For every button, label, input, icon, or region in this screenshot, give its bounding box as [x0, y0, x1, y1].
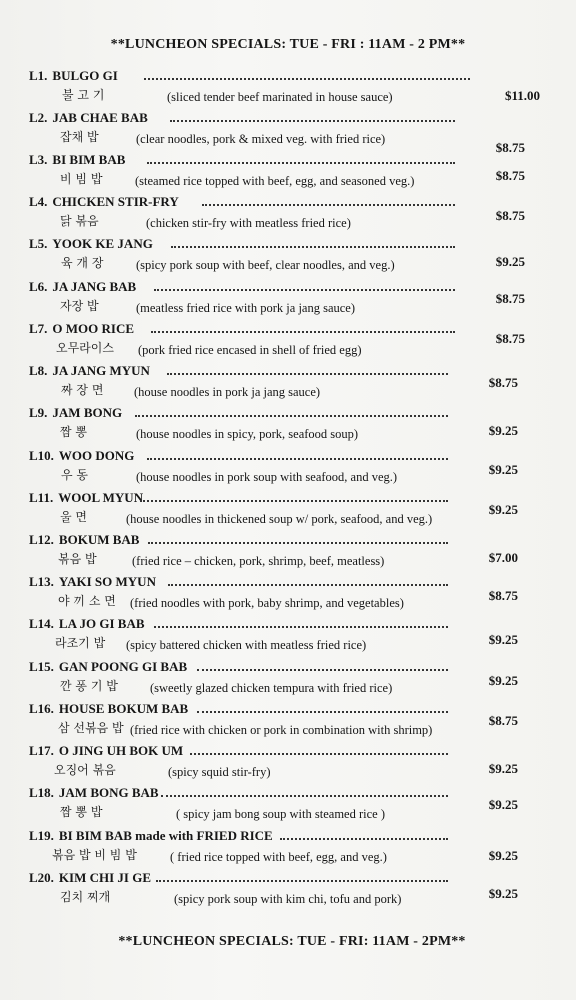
item-price: $9.25 — [488, 462, 518, 477]
item-description: (house noodles in thickened soup w/ pork, seafood, and veg.) — [126, 512, 433, 526]
item-name — [29, 702, 188, 716]
dot-leader — [156, 880, 448, 882]
item-description: (spicy pork soup with beef, clear noodles, and veg.) — [136, 258, 395, 272]
item-title: HOUSE BOKUM BAB — [58, 701, 189, 716]
item-title: BI BIM BAB — [52, 152, 126, 167]
menu-item — [0, 237, 576, 279]
item-korean-name: 오징어 볶음 — [54, 763, 116, 777]
item-name — [29, 111, 148, 125]
menu-item — [0, 111, 576, 153]
item-title: LA JO GI BAB — [58, 616, 145, 631]
item-price: $8.75 — [495, 331, 525, 346]
item-number: L13. — [29, 574, 54, 589]
item-title: KIM CHI JI GE — [58, 870, 152, 885]
item-description: (spicy squid stir-fry) — [168, 765, 271, 779]
dot-leader — [197, 669, 448, 671]
menu-item — [0, 322, 576, 364]
menu-footer: **LUNCHEON SPECIALS: TUE - FRI: 11AM - 2PM** — [118, 934, 466, 949]
item-price: $8.75 — [495, 168, 525, 183]
item-korean-name: 짬 뽕 밥 — [60, 805, 103, 819]
item-price: $9.25 — [488, 886, 518, 901]
item-title: JAB CHAE BAB — [52, 110, 148, 125]
item-title: YAKI SO MYUN — [58, 574, 156, 589]
item-korean-name: 삼 선볶음 밥 — [58, 721, 124, 735]
dot-leader — [171, 246, 455, 248]
item-description: (sliced tender beef marinated in house sauce) — [167, 90, 393, 104]
item-price: $9.25 — [488, 673, 518, 688]
item-number: L15. — [29, 659, 54, 674]
menu-item — [0, 702, 576, 744]
item-korean-name: 오무라이스 — [56, 341, 114, 355]
item-number: L5. — [29, 236, 48, 251]
item-description: (pork fried rice encased in shell of fried egg) — [138, 343, 362, 357]
item-korean-name: 비 빔 밥 — [60, 172, 103, 186]
dot-leader — [161, 795, 448, 797]
item-number: L14. — [29, 616, 54, 631]
item-name — [29, 786, 159, 800]
item-title: CHICKEN STIR-FRY — [52, 194, 179, 209]
item-title: BI BIM BAB made with FRIED RICE — [58, 828, 273, 843]
item-name — [29, 660, 187, 674]
dot-leader — [154, 289, 455, 291]
item-title: O JING UH BOK UM — [58, 743, 184, 758]
item-title: JAM BONG — [52, 405, 123, 420]
item-name — [29, 533, 139, 547]
item-price: $9.25 — [488, 632, 518, 647]
item-price: $8.75 — [488, 375, 518, 390]
item-description: (meatless fried rice with pork ja jang sauce) — [136, 301, 356, 315]
item-description: (fried noodles with pork, baby shrimp, and vegetables) — [130, 596, 404, 610]
item-description: ( fried rice topped with beef, egg, and veg.) — [170, 850, 387, 864]
item-name — [29, 617, 145, 631]
item-description: (house noodles in pork ja jang sauce) — [134, 385, 321, 399]
item-price: $9.25 — [488, 797, 518, 812]
item-korean-name: 울 면 — [60, 510, 87, 524]
dot-leader — [167, 373, 448, 375]
item-name — [29, 153, 125, 167]
item-title: JA JANG MYUN — [52, 363, 150, 378]
item-korean-name: 우 동 — [61, 468, 88, 482]
item-korean-name: 라조기 밥 — [55, 636, 106, 650]
item-name — [29, 449, 134, 463]
menu-item — [0, 786, 576, 828]
item-title: GAN POONG GI BAB — [58, 659, 188, 674]
menu-item — [0, 364, 576, 406]
item-description: (spicy pork soup with kim chi, tofu and pork) — [174, 892, 402, 906]
item-title: O MOO RICE — [52, 321, 135, 336]
menu-item — [0, 491, 576, 533]
item-number: L2. — [29, 110, 48, 125]
item-price: $8.75 — [488, 588, 518, 603]
dot-leader — [170, 120, 455, 122]
dot-leader — [190, 753, 448, 755]
item-number: L4. — [29, 194, 48, 209]
item-number: L3. — [29, 152, 48, 167]
dot-leader — [280, 838, 448, 840]
item-price: $8.75 — [495, 208, 525, 223]
item-number: L1. — [29, 68, 48, 83]
dot-leader — [135, 415, 448, 417]
dot-leader — [140, 500, 448, 502]
menu-item — [0, 871, 576, 913]
menu-item — [0, 617, 576, 659]
menu-item — [0, 153, 576, 195]
dot-leader — [147, 162, 455, 164]
dot-leader — [151, 331, 455, 333]
dot-leader — [154, 626, 448, 628]
item-name — [29, 575, 156, 589]
item-name — [29, 237, 153, 251]
item-name — [29, 491, 143, 505]
item-description: (sweetly glazed chicken tempura with fried rice) — [150, 681, 393, 695]
item-korean-name: 깐 퐁 기 밥 — [60, 679, 118, 693]
item-name — [29, 195, 179, 209]
item-price: $9.25 — [488, 502, 518, 517]
item-number: L7. — [29, 321, 48, 336]
item-korean-name: 닭 볶음 — [60, 214, 99, 228]
menu-item — [0, 829, 576, 871]
dot-leader — [202, 204, 455, 206]
item-description: (steamed rice topped with beef, egg, and seasoned veg.) — [135, 174, 415, 188]
menu-item — [0, 195, 576, 237]
dot-leader — [147, 458, 448, 460]
menu-item — [0, 744, 576, 786]
item-description: (house noodles in pork soup with seafood, and veg.) — [136, 470, 398, 484]
item-korean-name: 김치 찌개 — [60, 890, 111, 904]
item-description: ( spicy jam bong soup with steamed rice ) — [176, 807, 385, 821]
item-number: L11. — [29, 490, 54, 505]
dot-leader — [148, 542, 448, 544]
item-title: BOKUM BAB — [58, 532, 140, 547]
menu-item — [0, 575, 576, 617]
item-korean-name: 육 개 장 — [61, 256, 104, 270]
item-korean-name: 볶음 밥 비 빔 밥 — [52, 848, 137, 862]
item-title: JA JANG BAB — [52, 279, 137, 294]
item-price: $8.75 — [495, 291, 525, 306]
item-number: L9. — [29, 405, 48, 420]
item-korean-name: 짜 장 면 — [61, 383, 104, 397]
item-description: (chicken stir-fry with meatless fried rice) — [146, 216, 351, 230]
item-number: L6. — [29, 279, 48, 294]
item-description: (fried rice with chicken or pork in combination with shrimp) — [130, 723, 433, 737]
item-number: L12. — [29, 532, 54, 547]
item-korean-name: 짬 뽕 — [60, 425, 87, 439]
item-korean-name: 불 고 기 — [62, 88, 105, 102]
item-price: $8.75 — [488, 713, 518, 728]
item-price: $7.00 — [488, 550, 518, 565]
item-korean-name: 볶음 밥 — [58, 552, 97, 566]
item-number: L8. — [29, 363, 48, 378]
item-price: $11.00 — [504, 88, 540, 103]
item-price: $9.25 — [488, 761, 518, 776]
item-number: L17. — [29, 743, 54, 758]
menu-item — [0, 449, 576, 491]
menu-header: **LUNCHEON SPECIALS: TUE - FRI : 11AM - 2 PM** — [110, 37, 466, 52]
item-korean-name: 자장 밥 — [60, 299, 99, 313]
item-price: $8.75 — [495, 140, 525, 155]
dot-leader — [168, 584, 448, 586]
item-name — [29, 69, 118, 83]
item-price: $9.25 — [495, 254, 525, 269]
menu-item — [0, 533, 576, 575]
item-name — [29, 280, 136, 294]
item-title: YOOK KE JANG — [52, 236, 153, 251]
item-number: L19. — [29, 828, 54, 843]
item-title: WOOL MYUN — [58, 490, 144, 505]
item-korean-name: 야 끼 소 면 — [58, 594, 116, 608]
item-price: $9.25 — [488, 423, 518, 438]
item-description: (house noodles in spicy, pork, seafood soup) — [136, 427, 359, 441]
item-name — [29, 829, 273, 843]
item-korean-name: 잡채 밥 — [60, 130, 99, 144]
item-name — [29, 871, 151, 885]
item-title: JAM BONG BAB — [58, 785, 159, 800]
menu-item — [0, 660, 576, 702]
item-title: WOO DONG — [58, 448, 135, 463]
menu-item — [0, 406, 576, 448]
item-name — [29, 744, 183, 758]
item-title: BULGO GI — [52, 68, 118, 83]
item-description: (spicy battered chicken with meatless fried rice) — [126, 638, 367, 652]
item-number: L18. — [29, 785, 54, 800]
item-description: (clear noodles, pork & mixed veg. with fried rice) — [136, 132, 386, 146]
dot-leader — [144, 78, 470, 80]
menu-item — [0, 69, 576, 111]
dot-leader — [197, 711, 448, 713]
item-number: L10. — [29, 448, 54, 463]
item-name — [29, 406, 122, 420]
item-name — [29, 322, 134, 336]
item-name — [29, 364, 150, 378]
menu-item — [0, 280, 576, 322]
item-number: L20. — [29, 870, 54, 885]
item-description: (fried rice – chicken, pork, shrimp, beef, meatless) — [132, 554, 385, 568]
item-number: L16. — [29, 701, 54, 716]
item-price: $9.25 — [488, 848, 518, 863]
